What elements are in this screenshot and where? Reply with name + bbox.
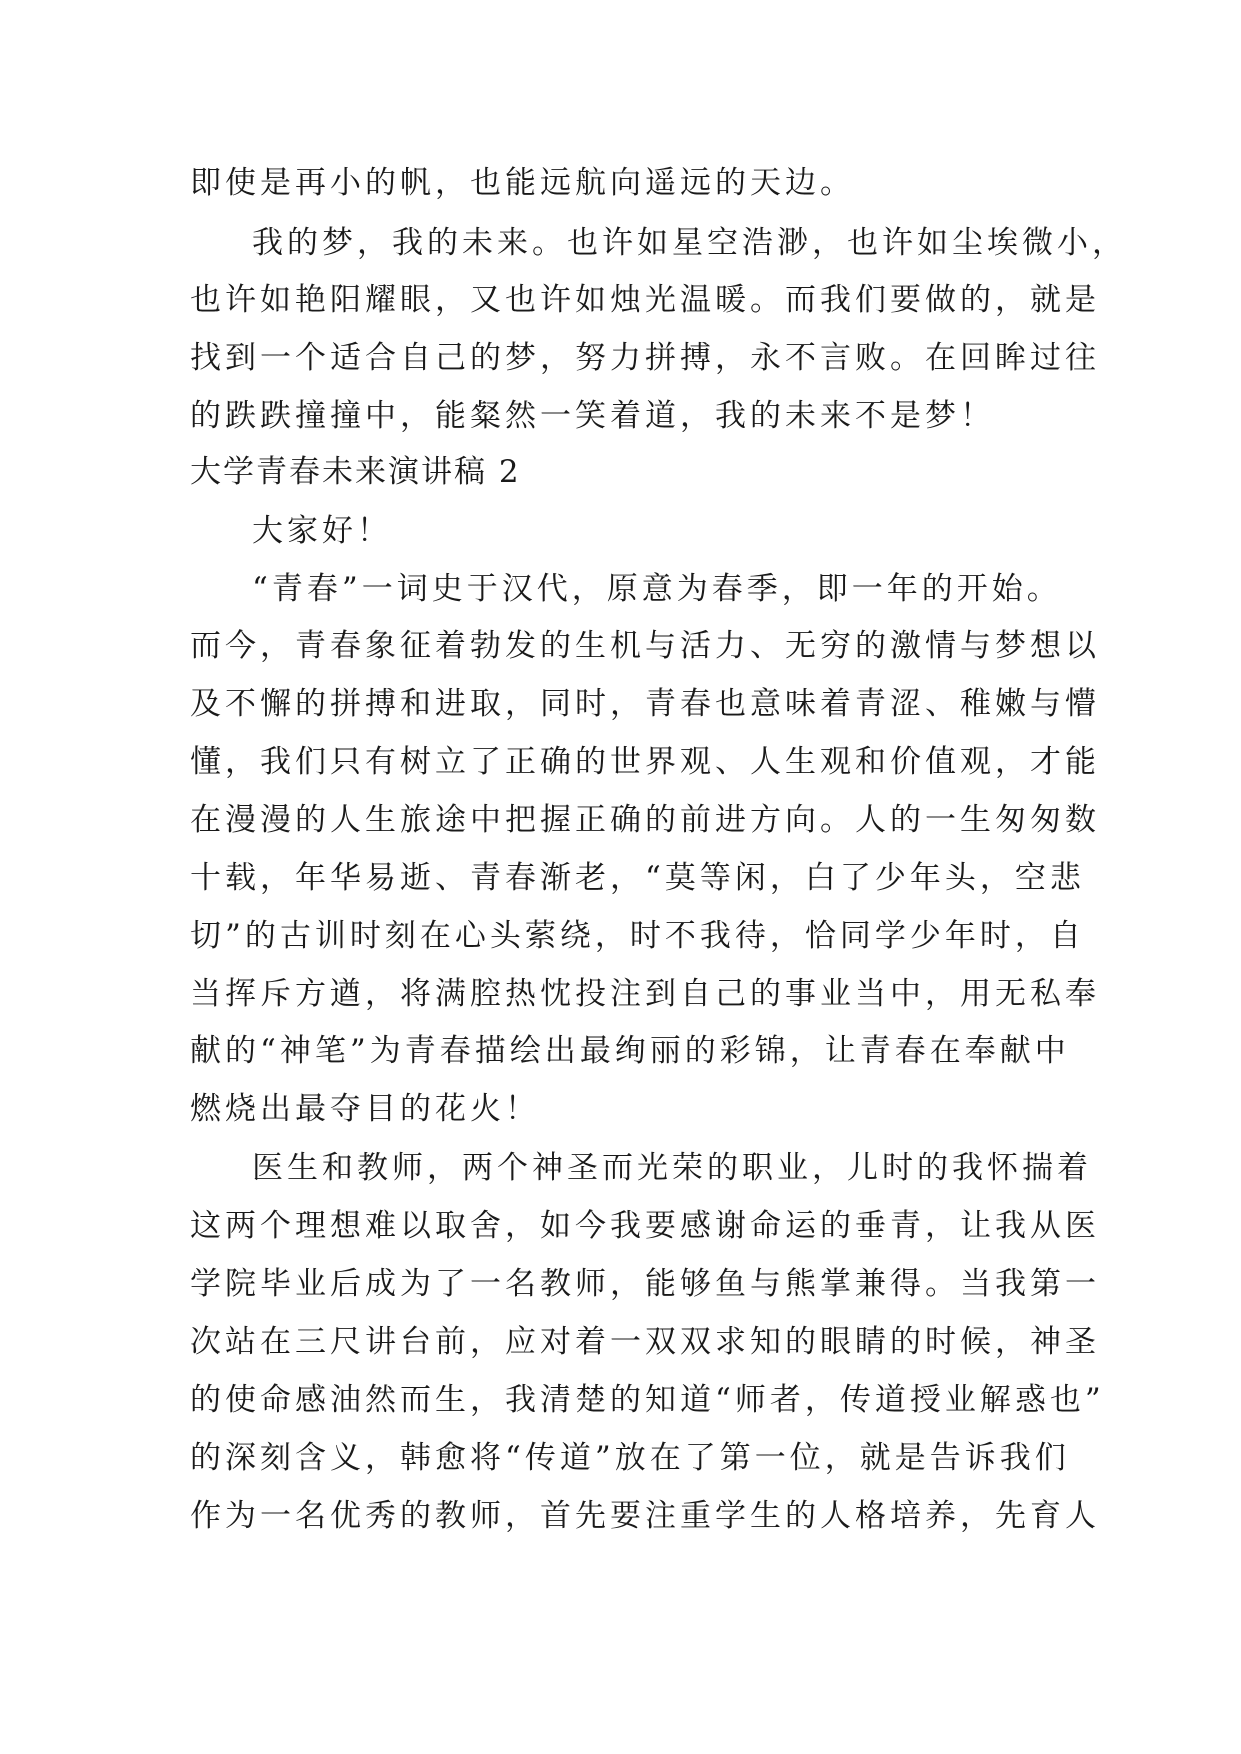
section-heading: 大学青春未来演讲稿 2 [190, 454, 521, 490]
paragraph-first-line: “青春”一词史于汉代，原意为春季，即一年的开始。 [252, 571, 1062, 607]
text-line: 及不懈的拼搏和进取，同时，青春也意味着青涩、稚嫩与懵 [190, 686, 1100, 722]
text-line: 在漫漫的人生旅途中把握正确的前进方向。人的一生匆匆数 [190, 802, 1100, 838]
text-line: 次站在三尺讲台前，应对着一双双求知的眼睛的时候，神圣 [190, 1324, 1100, 1360]
text-line: 懂，我们只有树立了正确的世界观、人生观和价值观，才能 [190, 744, 1100, 780]
text-line: 的使命感油然而生，我清楚的知道“师者，传道授业解惑也” [190, 1382, 1105, 1418]
greeting: 大家好！ [252, 513, 392, 549]
paragraph-first-line: 医生和教师，两个神圣而光荣的职业，儿时的我怀揣着 [252, 1150, 1092, 1186]
text-line: 这两个理想难以取舍，如今我要感谢命运的垂青，让我从医 [190, 1208, 1100, 1244]
text-line: 学院毕业后成为了一名教师，能够鱼与熊掌兼得。当我第一 [190, 1266, 1100, 1302]
text-line: 十载，年华易逝、青春渐老，“莫等闲，白了少年头，空悲 [190, 860, 1085, 896]
text-line: 而今，青春象征着勃发的生机与活力、无穷的激情与梦想以 [190, 628, 1100, 664]
paragraph-first-line: 我的梦，我的未来。也许如星空浩渺，也许如尘埃微小， [252, 225, 1127, 261]
text-line: 也许如艳阳耀眼，又也许如烛光温暖。而我们要做的，就是 [190, 282, 1100, 318]
text-line: 的跌跌撞撞中，能粲然一笑着道，我的未来不是梦！ [190, 398, 995, 434]
text-line: 燃烧出最夺目的花火！ [190, 1091, 540, 1127]
text-line: 找到一个适合自己的梦，努力拼搏，永不言败。在回眸过往 [190, 340, 1100, 376]
text-line: 即使是再小的帆，也能远航向遥远的天边。 [190, 165, 855, 201]
text-line: 献的“神笔”为青春描绘出最绚丽的彩锦，让青春在奉献中 [190, 1033, 1070, 1069]
text-line: 的深刻含义，韩愈将“传道”放在了第一位，就是告诉我们 [190, 1440, 1070, 1476]
text-line: 当挥斥方遒，将满腔热忱投注到自己的事业当中，用无私奉 [190, 976, 1100, 1012]
text-line: 切”的古训时刻在心头萦绕，时不我待，恰同学少年时，自 [190, 918, 1085, 954]
text-line: 作为一名优秀的教师，首先要注重学生的人格培养，先育人 [190, 1498, 1100, 1534]
